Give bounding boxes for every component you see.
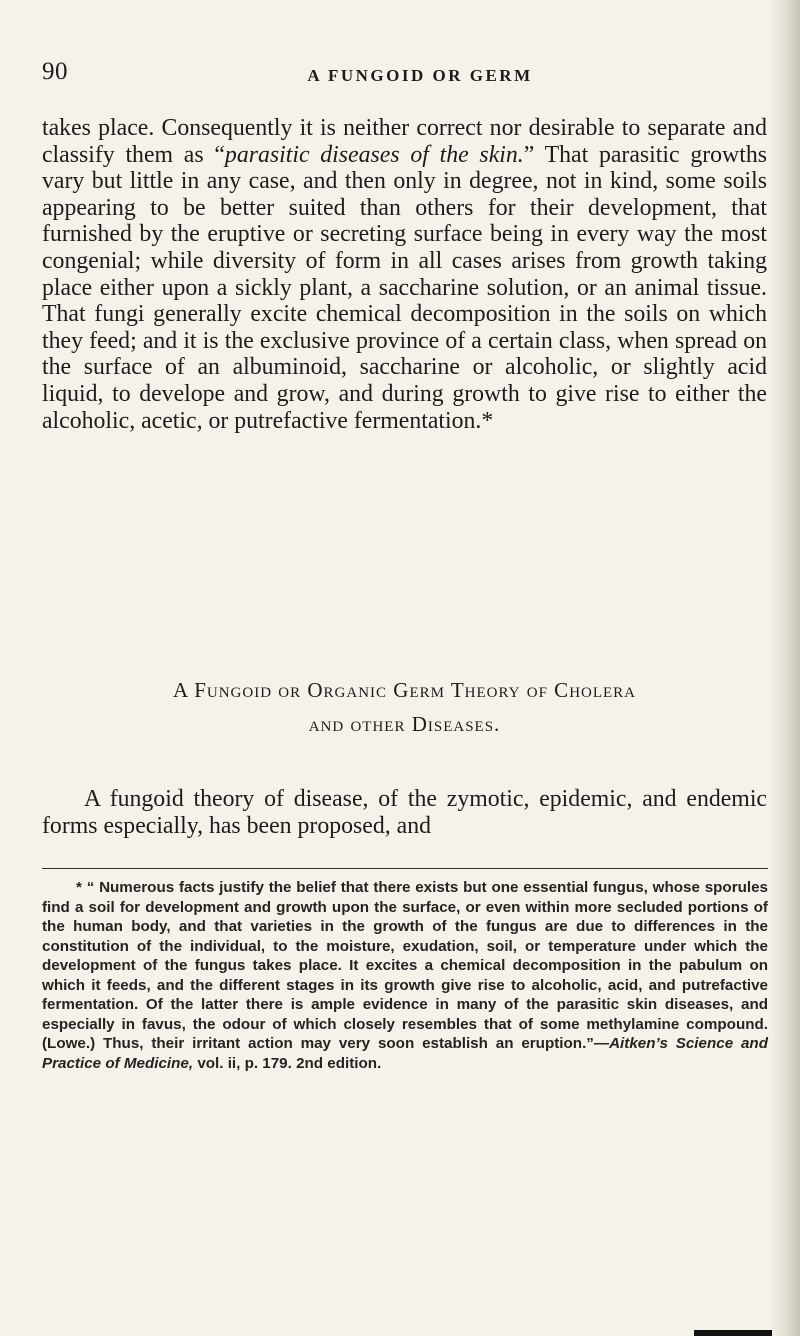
page-number: 90 bbox=[42, 58, 68, 85]
section-heading-line-1: A Fungoid or Organic Germ Theory of Cholera bbox=[172, 678, 637, 702]
para1-text-after: ” That parasitic growths vary but little in any case, and then only in degree, not in kind, some soils appearing to be better suited than others for their development, that furnished by the eruptive or secreting surface being in every way the most congenial; while diversity of form in all cases arises from growth taking place either upon a sickly plant, a saccharine solution, or an animal tissue. That fungi generally excite chemical decomposition in the soils on which they feed; and it is the exclusive province of a certain class, when spread on the surface of an albuminoid, saccharine or alcoholic, or slightly acid liquid, to develope and grow, and during growth to give rise to either the alcoholic, acetic, or putrefactive fermentation.* bbox=[42, 141, 767, 434]
footnote-divider bbox=[42, 868, 768, 869]
section-heading-line-2: and other Diseases. bbox=[308, 712, 501, 736]
running-head: A FUNGOID OR GERM bbox=[307, 66, 533, 85]
footnote-citation-rest: vol. ii, p. 179. 2nd edition. bbox=[193, 1054, 382, 1072]
footnote bbox=[42, 878, 768, 1073]
footnote-text: * “ Numerous facts justify the belief that there exists but one essential fungus, whose sporules find a soil for development and growth upon the surface, or even within more secluded portions of the human body, and that varieties in the growth of the fungus are due to differences in the constitution of the individual, to the moisture, exudation, soil, or temperature under which the development of the fungus takes place. It excites a chemical decomposition in the pabulum on which it feeds, and the different stages in its growth give rise to alcoholic, acid, and putrefactive fermentation. Of the latter there is ample evidence in many of the parasitic skin diseases, and especially in favus, the odour of which closely resembles that of some methylamine compound. (Lowe.) Thus, their irritant action may very soon establish an eruption.”— bbox=[42, 879, 768, 1053]
para1-text-before: takes place. Consequently it is neither correct nor desirable to separate and classify them as “ bbox=[42, 115, 767, 168]
section-heading bbox=[42, 673, 767, 741]
footnote-citation-title: Aitken’s Science and Practice of Medicine, bbox=[42, 1035, 768, 1072]
page-edge-shading bbox=[770, 0, 800, 1336]
page-header bbox=[42, 58, 772, 98]
body-paragraph-2: A fungoid theory of disease, of the zymotic, epidemic, and endemic forms especially, has been proposed, and bbox=[42, 786, 767, 839]
para1-italic-phrase: parasitic diseases of the skin. bbox=[224, 141, 524, 168]
body-paragraph-1 bbox=[42, 115, 767, 434]
scan-corner-mark bbox=[694, 1330, 772, 1336]
